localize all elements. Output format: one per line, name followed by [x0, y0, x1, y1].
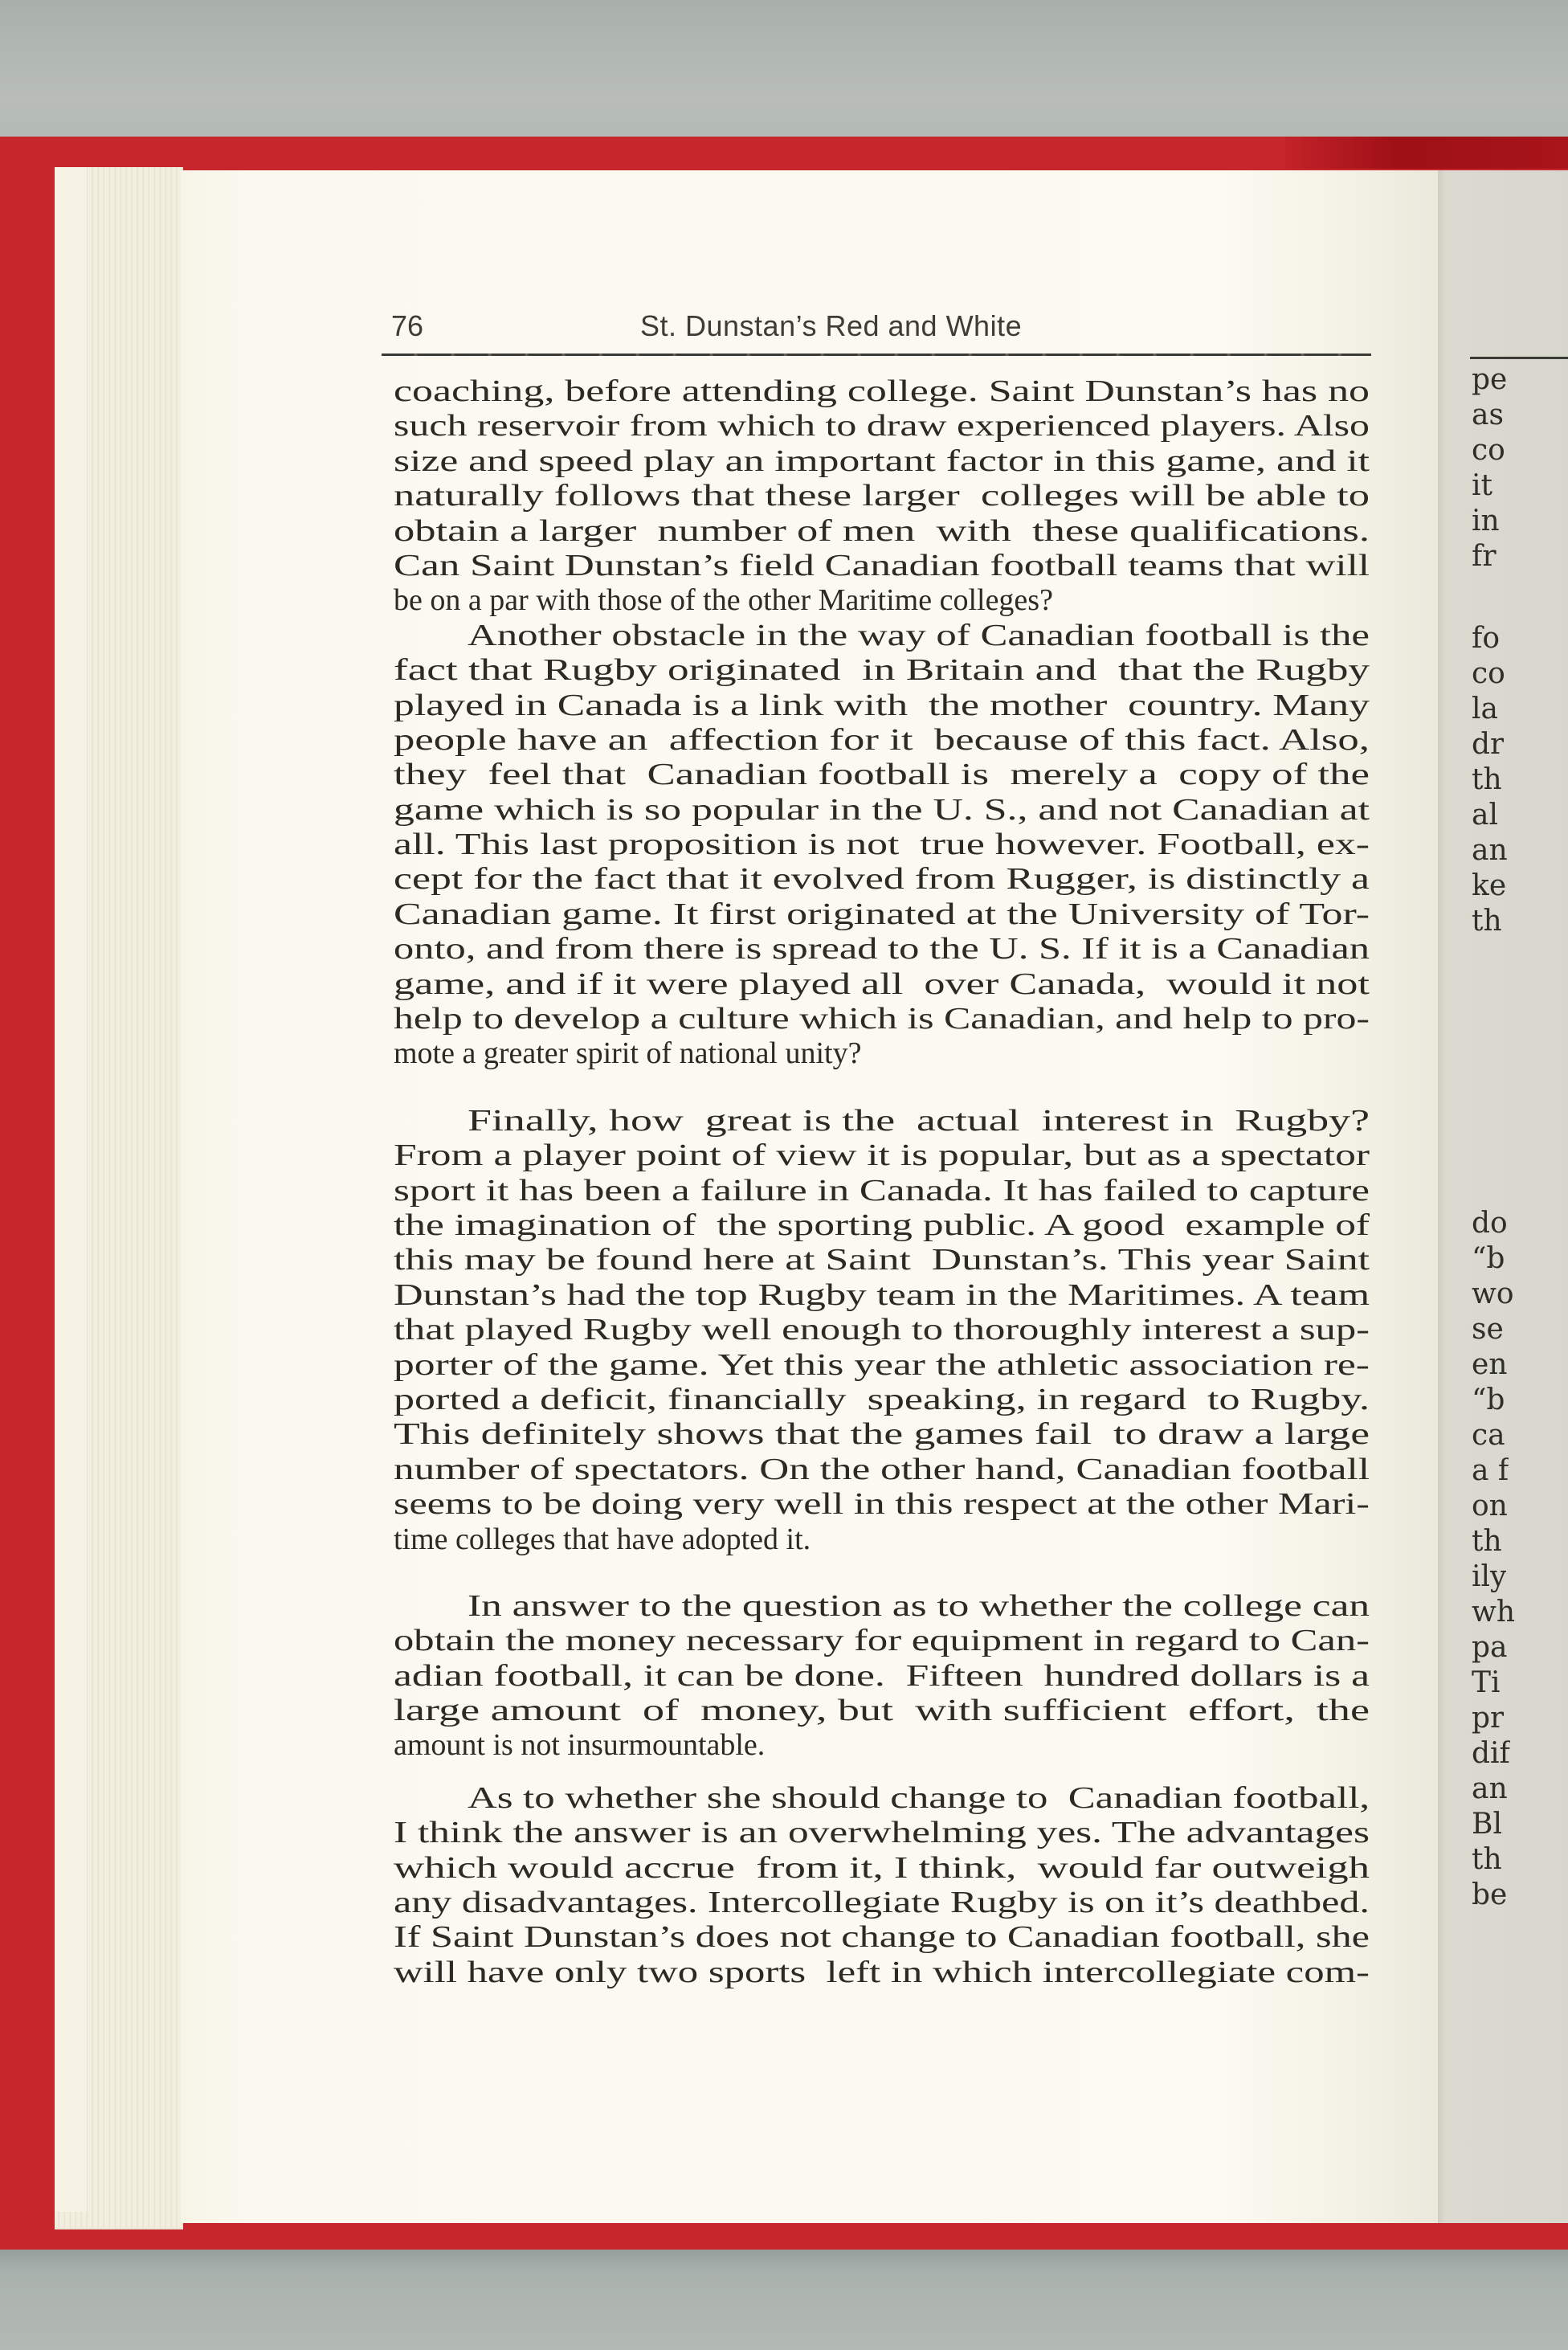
text-line-row: [394, 1174, 1370, 1208]
text-line: fact that Rugby originated in Britain and that the Rugby: [394, 653, 1370, 688]
text-line: onto, and from there is spread to the U. S. If it is a Canadian: [394, 932, 1370, 967]
text-line: I think the answer is an overwhelming yes. The advantages: [394, 1816, 1370, 1850]
paragraph-gap: [394, 1072, 1370, 1104]
text-line-row: [394, 514, 1370, 549]
facing-page-fragment: do: [1472, 1207, 1508, 1240]
facing-page-fragment: th: [1472, 763, 1502, 796]
facing-page-fragment: an: [1472, 834, 1508, 867]
facing-page-fragment: dif: [1472, 1737, 1510, 1770]
text-line: time colleges that have adopted it.: [394, 1522, 811, 1556]
text-line-row: [394, 1886, 1370, 1920]
text-line: adian football, it can be done. Fifteen hundred dollars is a: [394, 1658, 1370, 1693]
facing-page-fragment: ily: [1472, 1560, 1507, 1593]
text-line-row: [394, 1104, 1370, 1138]
text-line: coaching, before attending college. Saint Dunstan’s has no: [394, 374, 1370, 408]
text-line: Finally, how great is the actual interest in Rugby?: [468, 1103, 1370, 1138]
text-line: obtain a larger number of men with these qualifications.: [394, 513, 1370, 548]
text-line-row: [394, 409, 1370, 443]
text-line-row: [394, 1624, 1370, 1658]
facing-page-fragment: co: [1472, 657, 1505, 690]
text-line-row: [394, 1453, 1370, 1487]
text-line: large amount of money, but with sufficient effort, the: [394, 1694, 1370, 1728]
text-line-row: [394, 1208, 1370, 1243]
text-line-row: [394, 1920, 1370, 1955]
text-line: this may be found here at Saint Dunstan’s. This year Saint: [394, 1243, 1370, 1277]
facing-page-fragment: “b: [1472, 1383, 1505, 1416]
text-line: played in Canada is a link with the mother country. Many: [394, 688, 1370, 722]
text-line-row: [394, 862, 1370, 897]
text-line-row: [394, 1313, 1370, 1347]
text-line-row: [394, 1728, 1370, 1763]
text-line-row: [394, 897, 1370, 932]
paragraph-gap: [394, 1764, 1370, 1781]
text-line-row: [394, 444, 1370, 479]
facing-page-fragment: on: [1472, 1490, 1508, 1522]
text-line: any disadvantages. Intercollegiate Rugby is on it’s deathbed.: [394, 1886, 1370, 1920]
facing-page-fragment: ca: [1472, 1419, 1505, 1452]
text-line: This definitely shows that the games fail to draw a large: [394, 1417, 1370, 1452]
text-line: If Saint Dunstan’s does not change to Canadian football, she: [394, 1920, 1370, 1955]
text-line: Another obstacle in the way of Canadian football is the: [468, 618, 1370, 652]
facing-page: [1438, 170, 1568, 2223]
facing-page-fragment: in: [1472, 505, 1500, 537]
text-line-row: [394, 1417, 1370, 1452]
article-body: [394, 374, 1370, 1990]
text-line: Canadian game. It first originated at the University of Tor-: [394, 897, 1370, 931]
book-cover-shadow: [1285, 137, 1568, 169]
text-line-row: [394, 653, 1370, 688]
facing-page-fragment: th: [1472, 905, 1502, 938]
text-line-row: [394, 1659, 1370, 1694]
facing-page-fragment: fo: [1472, 622, 1500, 655]
text-line-row: [394, 1851, 1370, 1886]
facing-page-fragment: ke: [1472, 869, 1507, 902]
text-line: that played Rugby well enough to thoroughly interest a sup-: [394, 1313, 1370, 1347]
facing-page-fragment: la: [1472, 693, 1498, 725]
text-line-row: [394, 549, 1370, 583]
facing-page-fragment: th: [1472, 1525, 1502, 1558]
facing-page-header-rule: [1470, 357, 1568, 359]
text-line: be on a par with those of the other Maritime colleges?: [394, 583, 1053, 618]
text-line-row: [394, 793, 1370, 828]
facing-page-fragment: “b: [1472, 1242, 1505, 1275]
text-line: the imagination of the sporting public. A good example of: [394, 1208, 1370, 1242]
facing-page-fragment: as: [1472, 398, 1504, 431]
text-line: ported a deficit, financially speaking, in regard to Rugby.: [394, 1382, 1370, 1416]
text-line: Can Saint Dunstan’s field Canadian football teams that will: [394, 548, 1370, 582]
text-line: all. This last proposition is not true however. Football, ex-: [394, 828, 1370, 862]
facing-page-fragment: pa: [1472, 1631, 1508, 1664]
text-line-row: [394, 689, 1370, 723]
paragraph: [394, 619, 1370, 1072]
facing-page-fragment: it: [1472, 469, 1492, 502]
page-stack-front: [55, 167, 87, 2212]
text-line-row: [394, 1781, 1370, 1816]
text-line: seems to be doing very well in this respect at the other Mari-: [394, 1487, 1370, 1522]
text-line-row: [394, 1036, 1370, 1071]
facing-page-fragment: wo: [1472, 1277, 1514, 1310]
facing-page-fragment: be: [1472, 1878, 1508, 1911]
text-line: game which is so popular in the U. S., and not Canadian at: [394, 792, 1370, 827]
text-line: will have only two sports left in which intercollegiate com-: [394, 1955, 1370, 1989]
text-line-row: [394, 1138, 1370, 1173]
text-line: obtain the money necessary for equipment in regard to Can-: [394, 1624, 1370, 1658]
facing-page-fragment: Ti: [1472, 1666, 1501, 1699]
text-line: In answer to the question as to whether the college can: [468, 1588, 1370, 1623]
facing-page-fragment: th: [1472, 1843, 1502, 1876]
text-line-row: [394, 1816, 1370, 1850]
text-line: sport it has been a failure in Canada. It has failed to capture: [394, 1173, 1370, 1208]
text-line: From a player point of view it is popular, but as a spectator: [394, 1138, 1370, 1173]
facing-page-fragment: se: [1472, 1313, 1504, 1346]
text-line-row: [394, 758, 1370, 792]
text-line-row: [394, 1348, 1370, 1383]
text-line: they feel that Canadian football is merely a copy of the: [394, 758, 1370, 792]
facing-page-fragment: pr: [1472, 1702, 1505, 1735]
text-line-row: [394, 1002, 1370, 1036]
text-line-row: [394, 1956, 1370, 1990]
text-line: such reservoir from which to draw experienced players. Also: [394, 409, 1370, 443]
text-line-row: [394, 967, 1370, 1002]
table-surface: [0, 2242, 1568, 2350]
text-line: mote a greater spirit of national unity?: [394, 1036, 862, 1071]
text-line-row: [394, 1694, 1370, 1728]
text-line-row: [394, 1383, 1370, 1417]
text-line: help to develop a culture which is Canadian, and help to pro-: [394, 1002, 1370, 1036]
text-line-row: [394, 1278, 1370, 1313]
running-title: St. Dunstan’s Red and White: [640, 309, 1023, 342]
facing-page-fragment: pe: [1472, 363, 1508, 396]
text-line-row: [394, 479, 1370, 513]
text-line: size and speed play an important factor in this game, and it: [394, 443, 1370, 478]
facing-page-fragment: a f: [1472, 1454, 1509, 1487]
running-header: [391, 304, 1365, 352]
text-line-row: [394, 619, 1370, 653]
facing-page-fragment: an: [1472, 1772, 1508, 1805]
text-line: game, and if it were played all over Canada, would it not: [394, 967, 1370, 1001]
paragraph: [394, 374, 1370, 619]
text-line-row: [394, 1487, 1370, 1522]
text-line-row: [394, 828, 1370, 862]
text-line: As to whether she should change to Canadian football,: [468, 1780, 1370, 1815]
text-line: porter of the game. Yet this year the athletic association re-: [394, 1347, 1370, 1382]
facing-page-fragment: al: [1472, 799, 1498, 832]
page-number: 76: [391, 309, 424, 342]
text-line: naturally follows that these larger colleges will be able to: [394, 479, 1370, 513]
text-line-row: [394, 583, 1370, 618]
text-line: number of spectators. On the other hand, Canadian football: [394, 1452, 1370, 1486]
text-line-row: [394, 374, 1370, 409]
paragraph: [394, 1589, 1370, 1764]
text-line: amount is not insurmountable.: [394, 1728, 766, 1763]
text-line-row: [394, 932, 1370, 967]
facing-page-fragment: en: [1472, 1348, 1508, 1381]
facing-page-fragment: Bl: [1472, 1808, 1502, 1841]
text-line-row: [394, 1243, 1370, 1277]
facing-page-fragment: dr: [1472, 728, 1505, 761]
text-line: cept for the fact that it evolved from Rugger, is distinctly a: [394, 862, 1370, 897]
text-line-row: [394, 723, 1370, 758]
paragraph: [394, 1781, 1370, 1990]
facing-page-fragment: co: [1472, 434, 1505, 467]
text-line: Dunstan’s had the top Rugby team in the Maritimes. A team: [394, 1277, 1370, 1312]
facing-page-fragment: fr: [1472, 540, 1497, 573]
header-rule: [382, 354, 1371, 356]
facing-page-fragment: wh: [1472, 1596, 1515, 1629]
text-line: which would accrue from it, I think, would far outweigh: [394, 1850, 1370, 1885]
text-line-row: [394, 1522, 1370, 1557]
paragraph: [394, 1104, 1370, 1557]
text-line: people have an affection for it because of this fact. Also,: [394, 722, 1370, 757]
text-line-row: [394, 1589, 1370, 1624]
paragraph-gap: [394, 1557, 1370, 1589]
